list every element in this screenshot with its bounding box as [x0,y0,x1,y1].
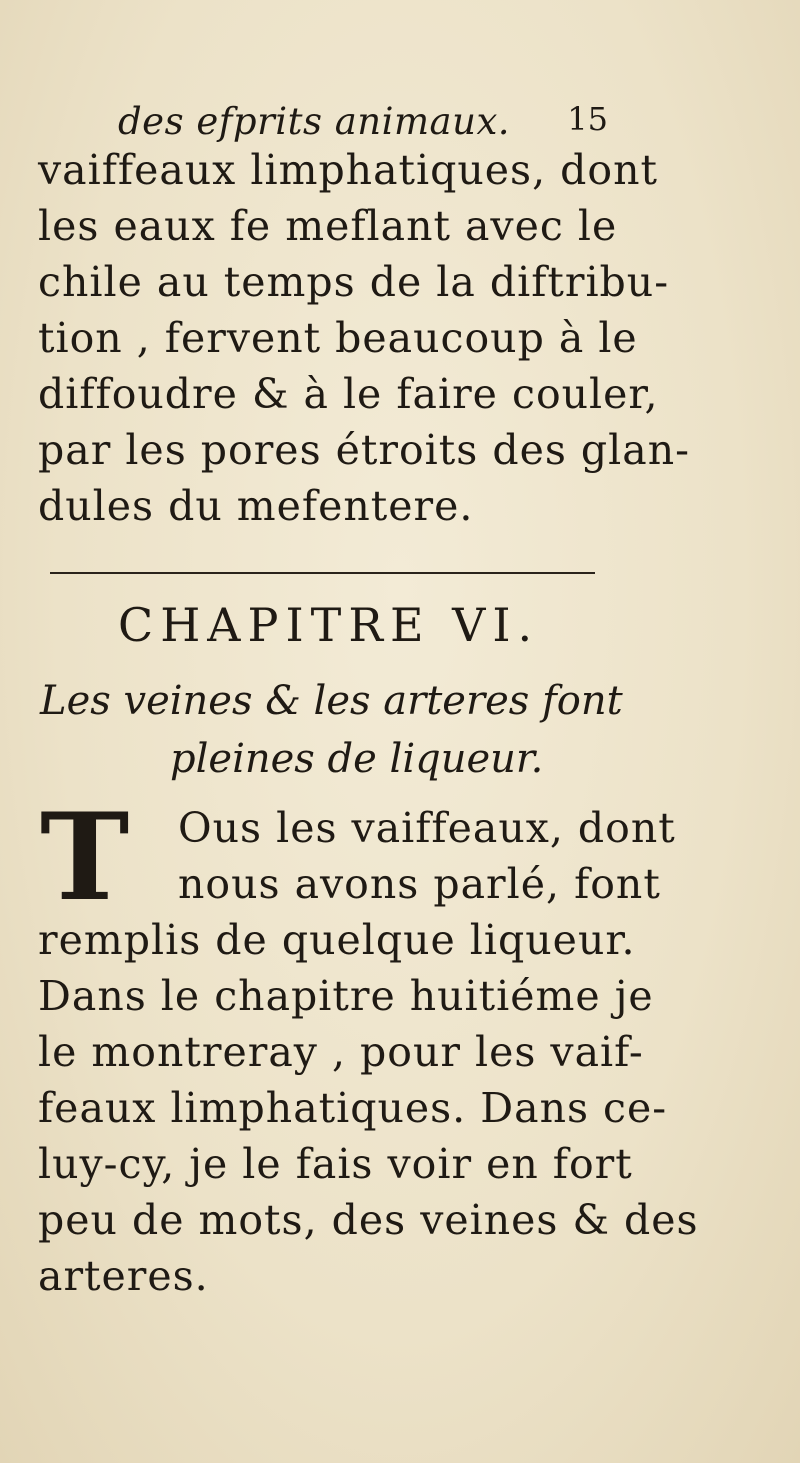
text-line: les eaux fe meflant avec le [38,202,618,250]
text-line: peu de mots, des veines & des [38,1196,699,1244]
subtitle-line: Les veines & les arteres font [40,678,623,724]
subtitle-line: pleines de liqueur. [170,736,544,782]
page-number: 15 [567,100,608,138]
text-line: par les pores étroits des glan- [38,426,690,474]
text-line: arteres. [38,1252,209,1300]
drop-cap: T [40,787,130,928]
text-line: chile au temps de la diftribu- [38,258,670,306]
text-line: luy-cy, je le fais voir en fort [38,1140,633,1188]
text-line: Dans le chapitre huitiéme je [38,972,654,1020]
text-line: tion , fervent beaucoup à le [38,314,638,362]
text-line: dules du mefentere. [38,482,474,530]
text-line: diffoudre & à le faire couler, [38,370,659,418]
text-line: remplis de quelque liqueur. [38,916,636,964]
running-title: des efprits animaux. [118,100,511,143]
text-line: feaux limphatiques. Dans ce- [38,1084,668,1132]
text-line: le montreray , pour les vaif- [38,1028,644,1076]
paragraph-2 [38,787,699,1304]
chapter-heading: CHAPITRE VI. [118,598,540,652]
paragraph-1 [38,142,690,534]
text-line: nous avons parlé, font [178,860,661,908]
section-divider [50,572,595,574]
chapter-subtitle [40,672,640,788]
text-line: vaiffeaux limphatiques, dont [38,146,658,194]
text-line: Ous les vaiffeaux, dont [178,804,676,852]
